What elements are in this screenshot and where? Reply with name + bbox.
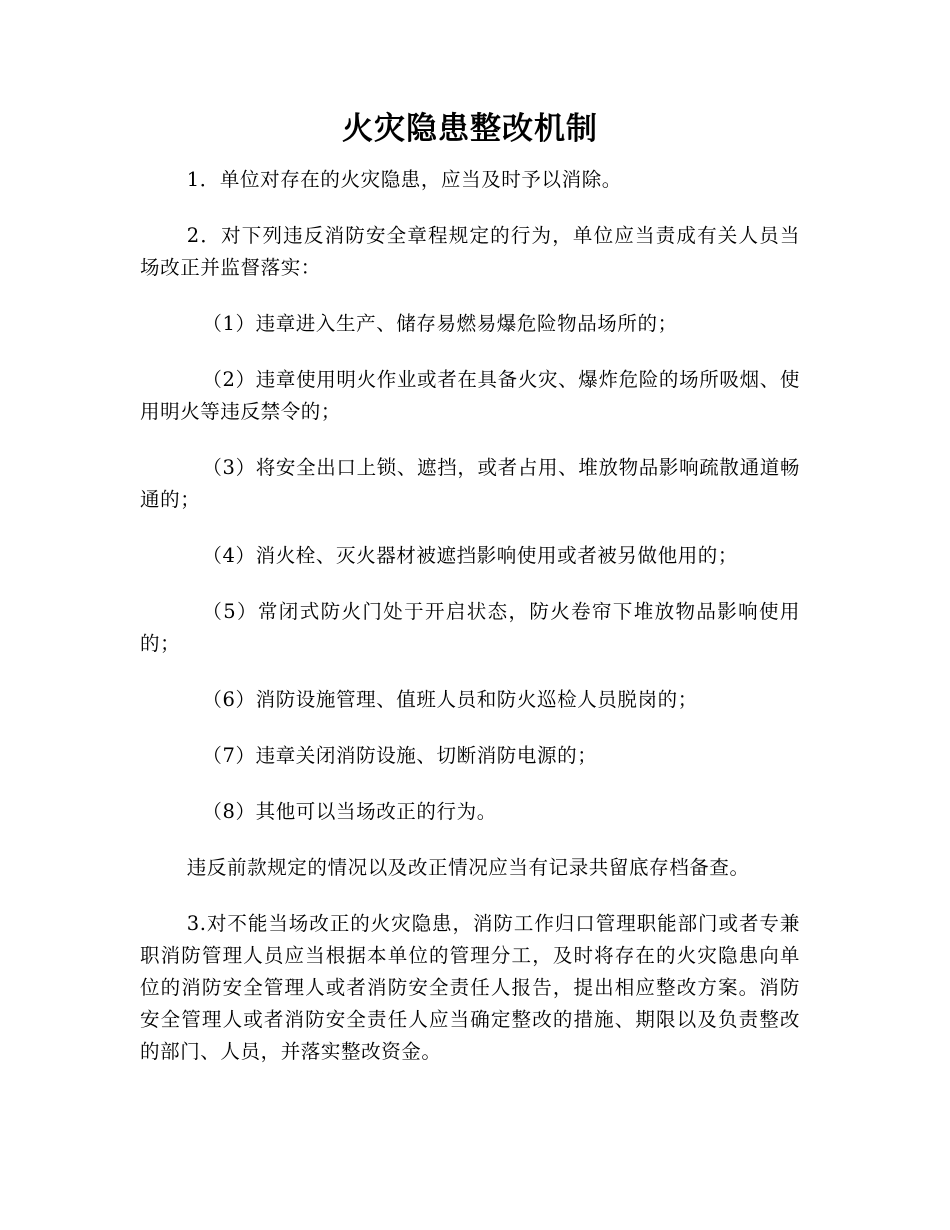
list-item-1: （1）违章进入生产、储存易燃易爆危险物品场所的； xyxy=(202,312,678,335)
list-item-8: （8）其他可以当场改正的行为。 xyxy=(202,800,497,823)
record-note-paragraph: 违反前款规定的情况以及改正情况应当有记录共留底存档备查。 xyxy=(186,856,750,879)
list-item-6: （6）消防设施管理、值班人员和防火巡检人员脱岗的； xyxy=(202,688,698,711)
document-title: 火灾隐患整改机制 xyxy=(342,111,598,147)
list-item-3: （3）将安全出口上锁、遮挡，或者占用、堆放物品影响疏散通道畅通的； xyxy=(140,456,800,511)
paragraph-3: 3.对不能当场改正的火灾隐患，消防工作归口管理职能部门或者专兼职消防管理人员应当根据本单位的管理分工，及时将存在的火灾隐患向单位的消防安全管理人或者消防安全责任人报告，提出相应整改方案。消防安全管理人或者消防安全责任人应当确定整改的措施、期限以及负责整改的部门、人员，并落实整改资金。 xyxy=(140,912,800,1063)
list-item-5: （5）常闭式防火门处于开启状态，防火卷帘下堆放物品影响使用的； xyxy=(140,600,800,655)
paragraph-2: 2．对下列违反消防安全章程规定的行为，单位应当责成有关人员当场改正并监督落实： xyxy=(140,224,800,279)
paragraph-1: 1．单位对存在的火灾隐患，应当及时予以消除。 xyxy=(186,168,622,191)
list-item-4: （4）消火栓、灭火器材被遮挡影响使用或者被另做他用的； xyxy=(202,544,738,567)
list-item-2: （2）违章使用明火作业或者在具备火灾、爆炸危险的场所吸烟、使用明火等违反禁令的； xyxy=(140,368,800,423)
list-item-7: （7）违章关闭消防设施、切断消防电源的； xyxy=(202,744,598,767)
